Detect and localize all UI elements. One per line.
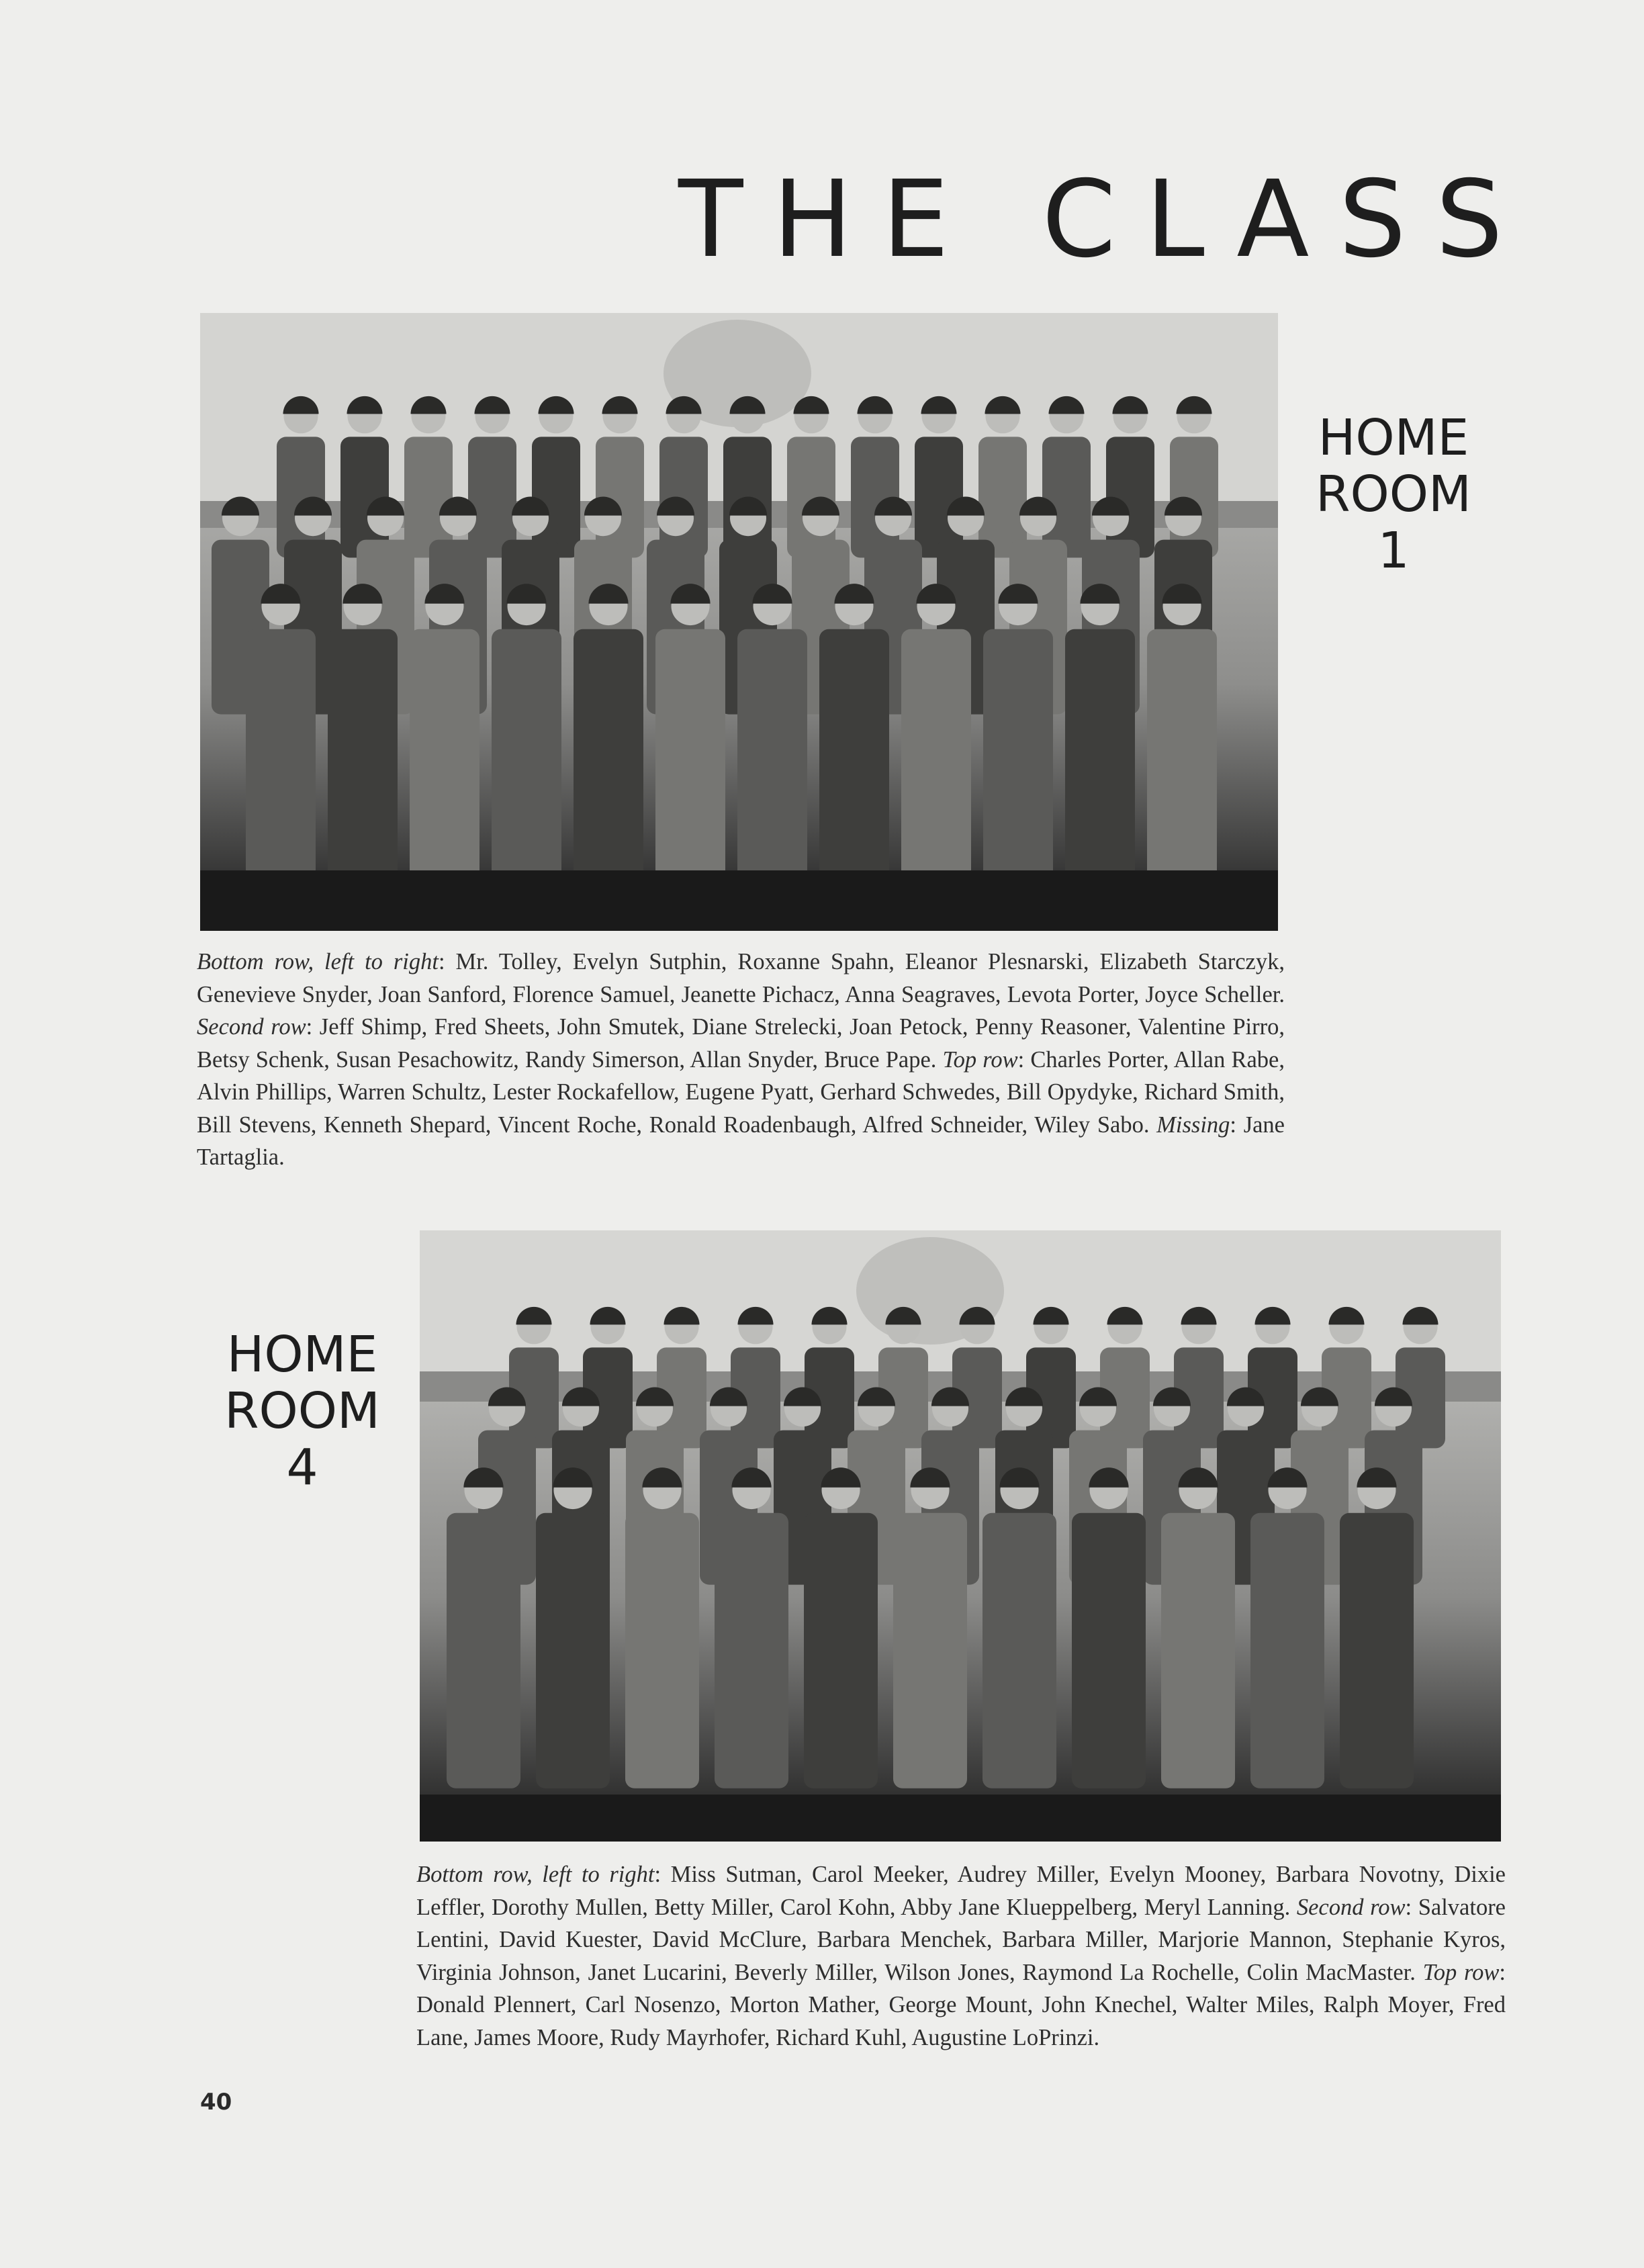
caption-1-second-names: : Jeff Shimp, Fred Sheets, John Smutek, Diane Strelecki, Joan Petock, Penny Reasoner, Valentine Pirro, Betsy Schenk, Susan Pesachowitz, Randy Simerson, Allan Snyder, Bruce Pape. <box>197 1014 1285 1073</box>
homeroom-1-label-room: ROOM <box>1316 465 1471 523</box>
caption-4-bottom-names: : Miss Sutman, Carol Meeker, Audrey Miller, Evelyn Mooney, Barbara Novotny, Dixie Leffler, Dorothy Mullen, Betty Miller, Carol Kohn, Abby Jane Klueppelberg, Meryl Lanning. <box>416 1862 1506 1920</box>
page-title: THE CLASS <box>678 158 1533 281</box>
homeroom-4-label-room: ROOM <box>224 1382 380 1440</box>
caption-1-second-label: Second row <box>197 1014 306 1040</box>
caption-1-missing-label: Missing <box>1156 1112 1230 1138</box>
homeroom-4-photo-graphic <box>420 1230 1501 1842</box>
caption-1-bottom-names: : Mr. Tolley, Evelyn Sutphin, Roxanne Spahn, Eleanor Plesnarski, Elizabeth Starczyk, Genevieve Snyder, Joan Sanford, Florence Samuel, Jeanette Pichacz, Anna Seagraves, Levota Porter, Joyce Scheller. <box>197 949 1285 1007</box>
homeroom-4-label-home: HOME <box>226 1326 378 1384</box>
caption-4-second-names: : Salvatore Lentini, David Kuester, David McClure, Barbara Menchek, Barbara Miller, Marjorie Mannon, Stephanie Kyros, Virginia Johnson, Janet Lucarini, Beverly Miller, Wilson Jones, Raymond La Rochelle, Colin MacMaster. <box>416 1894 1506 1985</box>
homeroom-1-class-photo <box>200 313 1278 931</box>
caption-4-bottom-label: Bottom row, left to right <box>416 1862 655 1887</box>
caption-1-bottom-label: Bottom row, left to right <box>197 949 439 974</box>
homeroom-4-caption <box>416 1858 1506 2054</box>
caption-4-top-label: Top row <box>1422 1959 1500 1985</box>
page-number: 40 <box>200 2089 232 2116</box>
caption-1-top-label: Top row <box>942 1046 1018 1073</box>
caption-1-top-names: : Charles Porter, Allan Rabe, Alvin Phillips, Warren Schultz, Lester Rockafellow, Eugene Pyatt, Gerhard Schwedes, Bill Opydyke, Richard Smith, Bill Stevens, Kenneth Shepard, Vincent Roche, Ronald Roadenbaugh, Alfred Schneider, Wiley Sabo. <box>197 1046 1285 1138</box>
homeroom-1-photo-graphic <box>200 313 1278 931</box>
homeroom-1-heading <box>1299 410 1488 579</box>
homeroom-1-label-home: HOME <box>1318 409 1469 467</box>
homeroom-1-caption <box>197 946 1285 1174</box>
caption-4-second-label: Second row <box>1296 1894 1406 1920</box>
homeroom-4-heading <box>208 1326 396 1496</box>
caption-4-top-names: : Donald Plennert, Carl Nosenzo, Morton Mather, George Mount, John Knechel, Walter Miles, Ralph Moyer, Fred Lane, James Moore, Rudy Mayrhofer, Richard Kuhl, Augustine LoPrinzi. <box>416 1959 1506 2050</box>
homeroom-1-label-number: 1 <box>1377 522 1410 580</box>
caption-1-missing-names: : Jane Tartaglia. <box>197 1112 1285 1170</box>
homeroom-4-label-number: 4 <box>286 1439 318 1496</box>
homeroom-4-class-photo <box>420 1230 1501 1842</box>
